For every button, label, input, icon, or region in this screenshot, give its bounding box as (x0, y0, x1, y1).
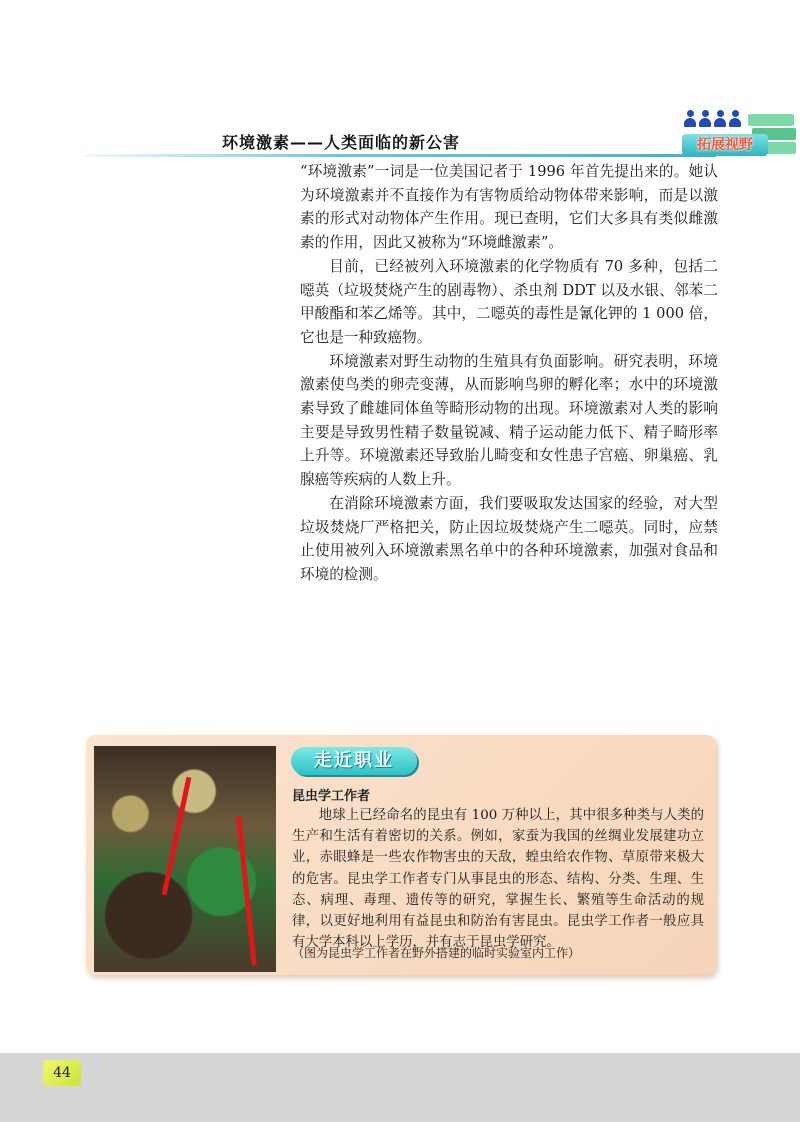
badge-label: 拓展视野 (682, 134, 768, 156)
career-heading: 昆虫学工作者 (292, 789, 371, 804)
page-header (86, 100, 800, 160)
header-divider (86, 154, 716, 157)
extended-view-badge (682, 110, 792, 162)
article-paragraph: “环境激素”一词是一位美国记者于 1996 年首先提出来的。她认为环境激素并不直接作为有害物质给动物体带来影响，而是以激素的形式对动物体产生作用。现已查明，它们大多具有类似雌激素的作用，因此又被称为“环境雌激素”。 (300, 163, 718, 252)
people-icon (684, 110, 744, 130)
footer-band (0, 1053, 800, 1122)
career-text (292, 805, 704, 953)
article-paragraph: 在消除环境激素方面，我们要吸取发达国家的经验，对大型垃圾焚烧厂严格把关，防止因垃圾焚烧产生二噁英。同时，应禁止使用被列入环境激素黑名单中的各种环境激素，加强对食品和环境的检测。 (300, 494, 718, 583)
career-tag: 走近职业 (291, 747, 417, 775)
section-title: 环境激素——人类面临的新公害 (222, 133, 461, 152)
article-paragraph: 目前，已经被列入环境激素的化学物质有 70 多种，包括二噁英（垃圾焚烧产生的剧毒物）、杀虫剂 DDT 以及水银、邻苯二甲酸酯和苯乙烯等。其中，二噁英的毒性是氰化钾的 1 000 倍，它也是一种致癌物。 (300, 257, 718, 346)
article-body (300, 160, 718, 587)
photo-caption: （图为昆虫学工作者在野外搭建的临时实验室内工作） (292, 946, 581, 960)
article-paragraph: 环境激素对野生动物的生殖具有负面影响。研究表明，环境激素使鸟类的卵壳变薄，从而影响鸟卵的孵化率；水中的环境激素导致了雌雄同体鱼等畸形动物的出现。环境激素对人类的影响主要是导致男性精子数量锐减、精子运动能力低下、精子畸形率上升等。环境激素还导致胎儿畸变和女性患子宫癌、卵巢癌、乳腺癌等疾病的人数上升。 (300, 352, 718, 489)
career-box (86, 735, 716, 975)
book-icon (748, 114, 794, 126)
page-number: 44 (43, 1060, 81, 1086)
field-lab-photo (94, 746, 276, 972)
career-paragraph: 地球上已经命名的昆虫有 100 万种以上，其中很多种类与人类的生产和生活有着密切的关系。例如，家蚕为我国的丝绸业发展建功立业，赤眼蜂是一些农作物害虫的天敌，蝗虫给农作物、草原带来极大的危害。昆虫学工作者专门从事昆虫的形态、结构、分类、生理、生态、病理、毒理、遗传等的研究，掌握生长、繁殖等生命活动的规律，以更好地利用有益昆虫和防治有害昆虫。昆虫学工作者一般应具有大学本科以上学历，并有志于昆虫学研究。 (292, 808, 704, 951)
